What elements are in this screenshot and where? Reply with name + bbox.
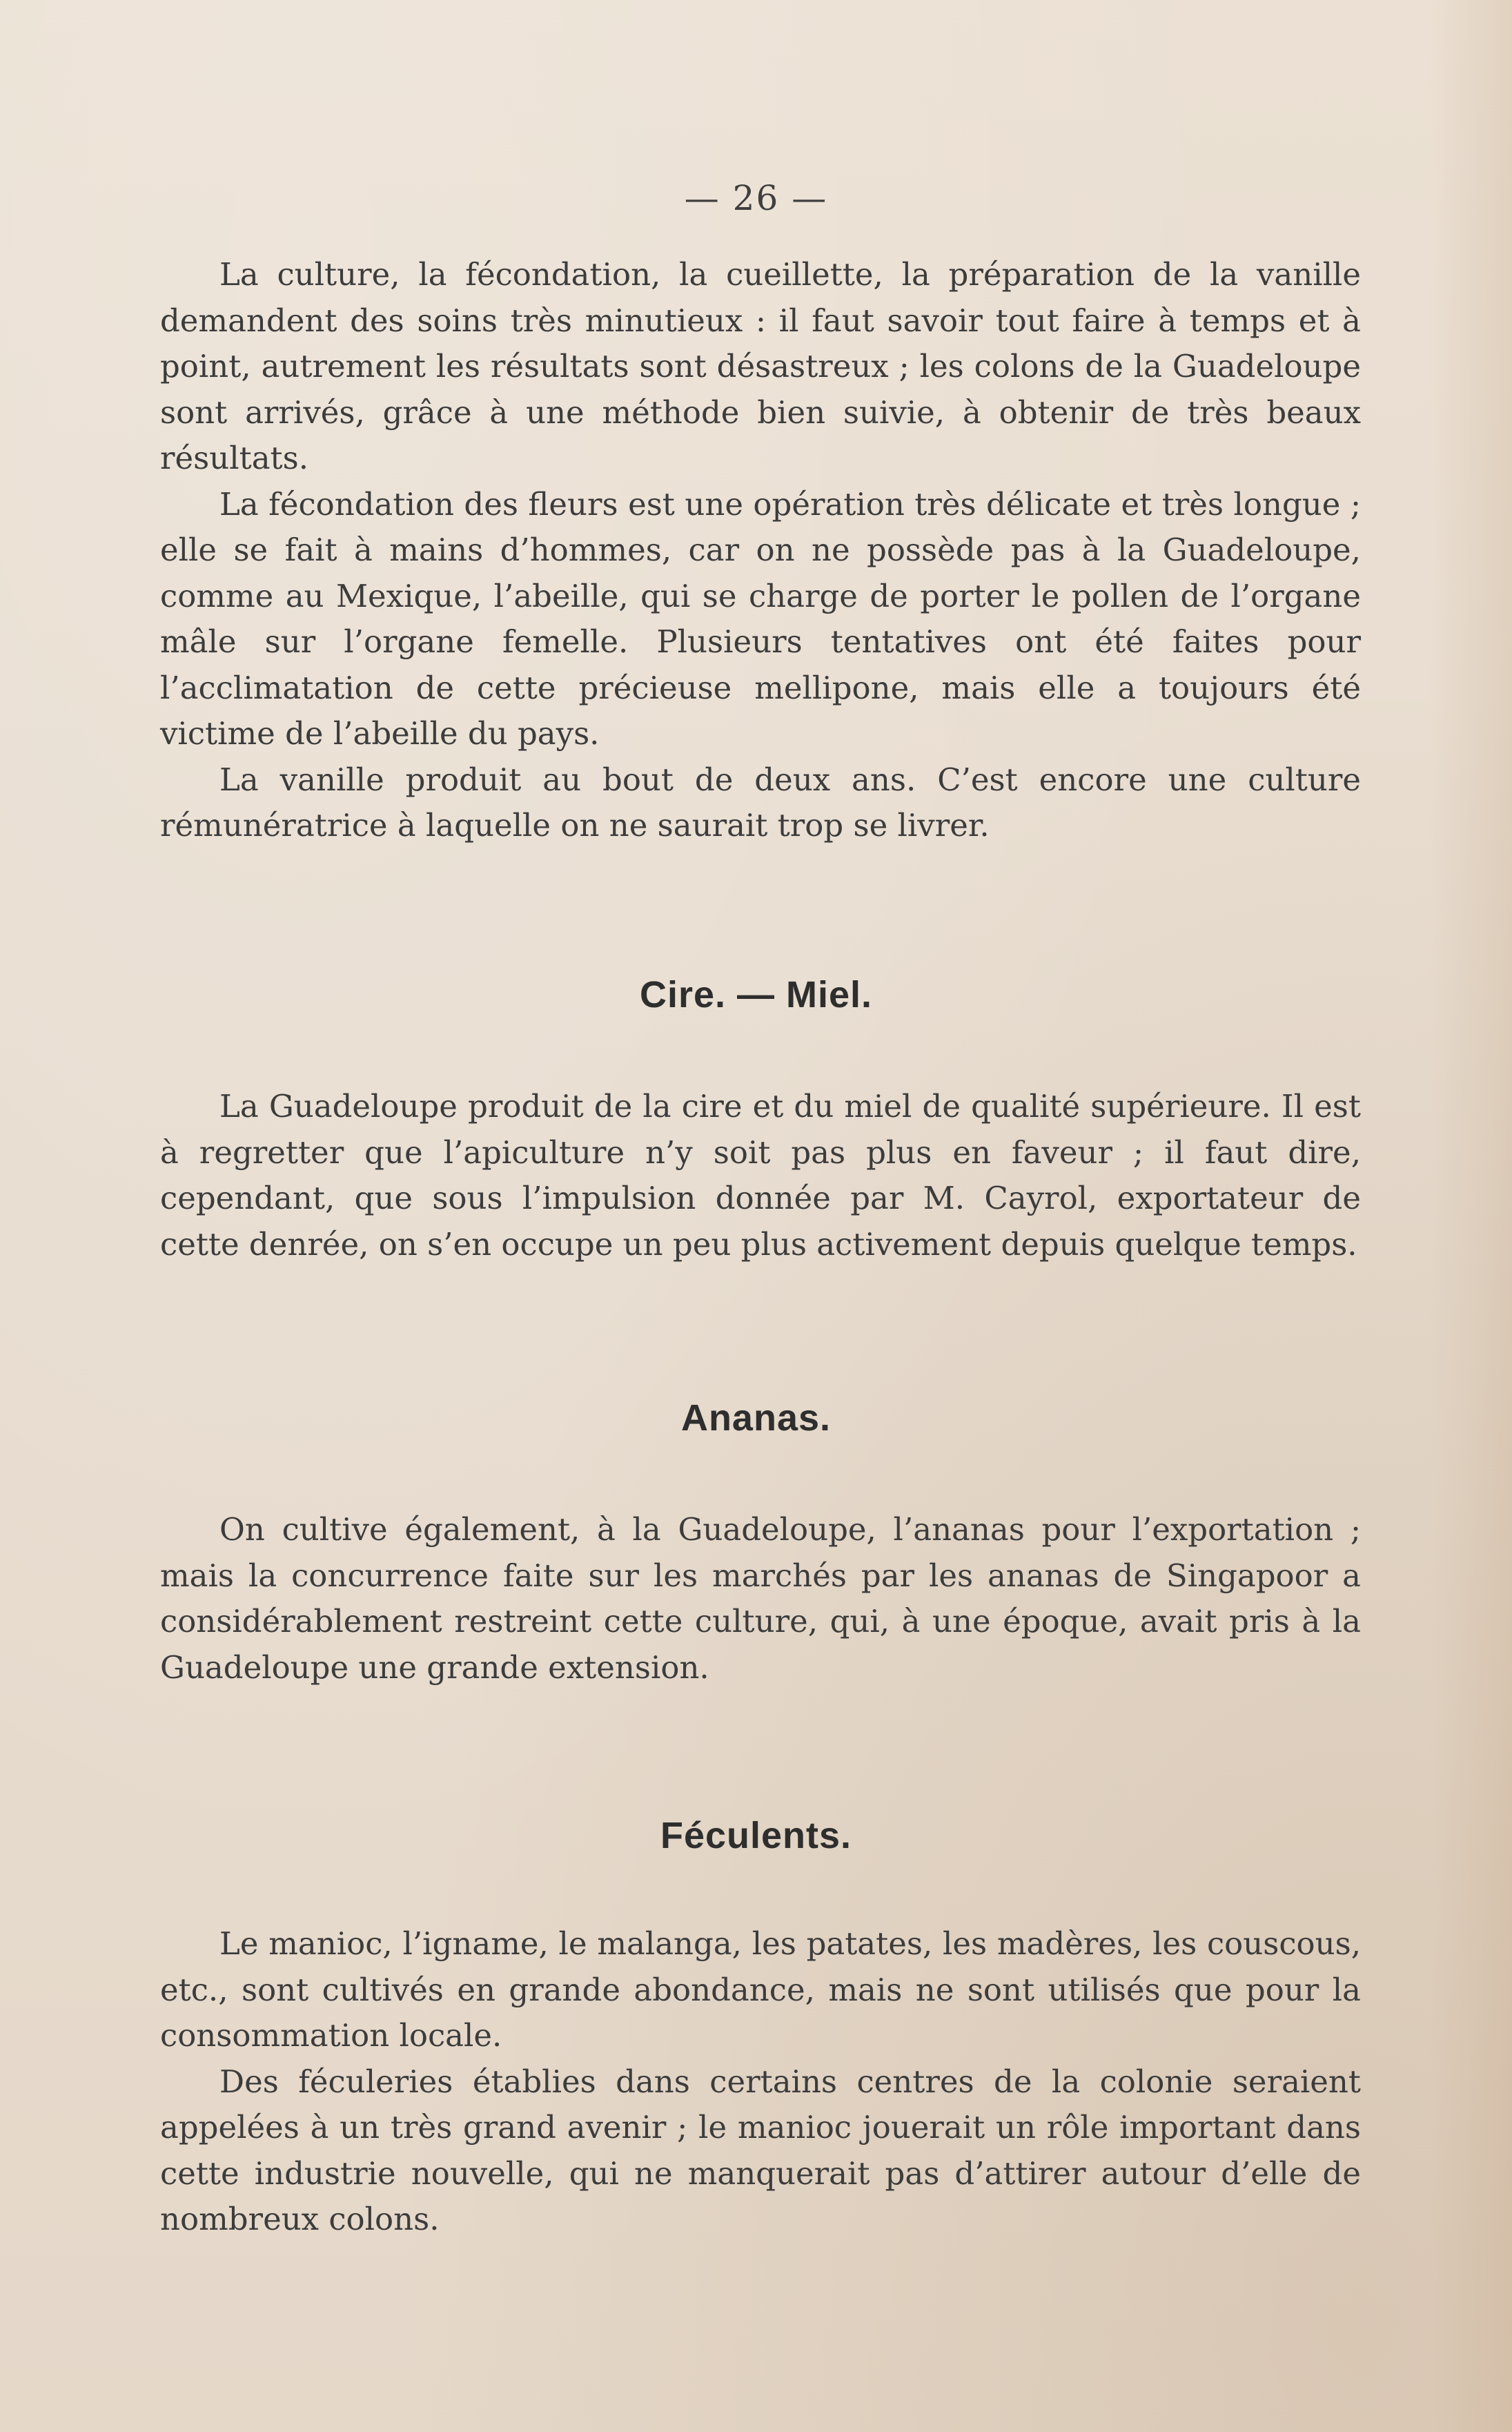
paragraph: On cultive également, à la Guadeloupe, l’ananas pour l’exportation ; mais la concurrence faite sur les marchés par les ananas de Singapoor a considérablement restreint cette culture, qui, à une époque, avait pris à la Guadeloupe une grande extension. xyxy=(160,1511,1361,1686)
section-feculents-body xyxy=(160,1921,1361,2243)
section-heading-feculents: Féculents. xyxy=(660,1815,852,1856)
page-number: — 26 — xyxy=(684,178,828,218)
page-edge-shading xyxy=(1429,0,1512,2432)
paragraph: La Guadeloupe produit de la cire et du miel de qualité supérieure. Il est à regretter que l’apiculture n’y soit pas plus en faveur ; il faut dire, cependant, que sous l’impulsion donnée par M. Cayrol, exportateur de cette denrée, on s’en occupe un peu plus activement depuis quelque temps. xyxy=(160,1088,1361,1263)
paragraph: La vanille produit au bout de deux ans. C’est encore une culture rémunératrice à laquelle on ne saurait trop se livrer. xyxy=(160,761,1361,844)
paragraph: Le manioc, l’igname, le malanga, les patates, les madères, les couscous, etc., sont cultivés en grande abondance, mais ne sont utilisés que pour la consommation locale. xyxy=(160,1925,1361,2054)
paragraph: La culture, la fécondation, la cueillette, la préparation de la vanille demandent des soins très minutieux : il faut savoir tout faire à temps et à point, autrement les résultats sont désastreux ; les colons de la Guadeloupe sont arrivés, grâce à une méthode bien suivie, à obtenir de très beaux résultats. xyxy=(160,256,1361,476)
paragraph: Des féculeries établies dans certains centres de la colonie seraient appelées à un très grand avenir ; le manioc jouerait un rôle important dans cette industrie nouvelle, qui ne manquerait pas d’attirer autour d’elle de nombreux colons. xyxy=(160,2063,1361,2237)
section-heading-cire-miel: Cire. — Miel. xyxy=(639,974,873,1015)
section-heading-ananas: Ananas. xyxy=(680,1397,832,1439)
section-cire-miel-body xyxy=(160,1084,1361,1267)
section-ananas-body xyxy=(160,1507,1361,1691)
paragraph: La fécondation des fleurs est une opération très délicate et très longue ; elle se fait à mains d’hommes, car on ne possède pas à la Guadeloupe, comme au Mexique, l’abeille, qui se charge de porter le pollen de l’organe mâle sur l’organe femelle. Plusieurs tentatives ont été faites pour l’acclimatation de cette précieuse mellipone, mais elle a toujours été victime de l’abeille du pays. xyxy=(160,485,1361,752)
section-vanille-body xyxy=(160,252,1361,849)
